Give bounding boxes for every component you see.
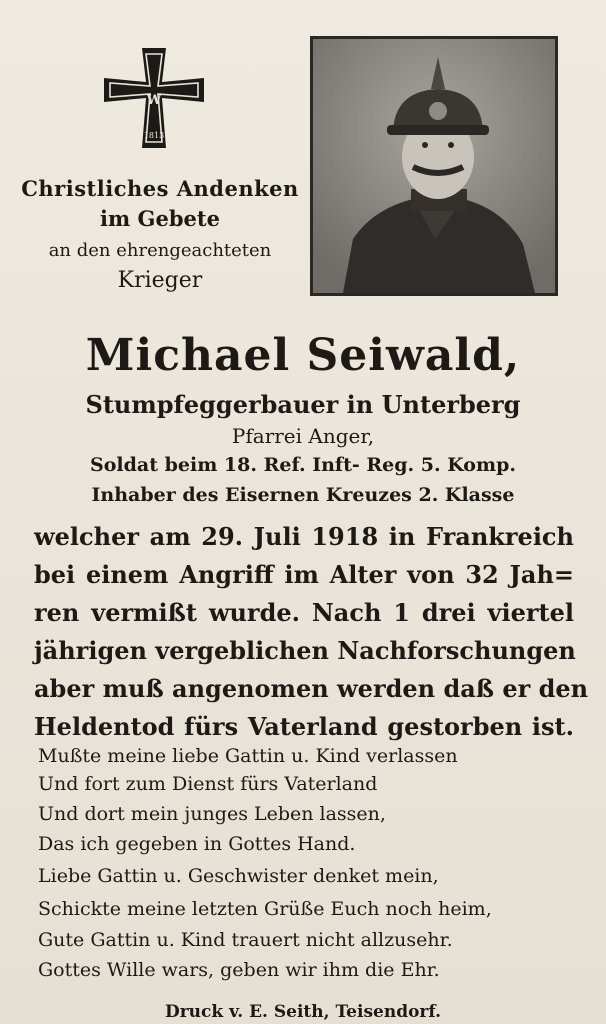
text-line-5: aber muß angenomen werden daß er den [34,674,589,703]
header-line-1: Christliches Andenken [21,176,299,201]
soldier-portrait [310,36,558,296]
text-line-6: Heldentod fürs Vaterland gestorben ist. [34,712,574,741]
poem-line-6: Schickte meine letzten Grüße Euch noch heim, [38,898,492,920]
occupation-line: Stumpfeggerbauer in Unterberg [85,390,521,419]
poem-line-2: Und fort zum Dienst fürs Vaterland [38,773,378,795]
cross-letter: W [146,93,162,108]
iron-cross-icon [100,44,208,152]
header-line-3: an den ehrengeachteten [48,240,272,261]
poem-line-8: Gottes Wille wars, geben wir ihm die Ehr. [38,959,440,981]
soldier-line: Soldat beim 18. Ref. Inft- Reg. 5. Komp. [90,454,516,476]
poem-line-7: Gute Gattin u. Kind trauert nicht allzusehr. [38,929,453,951]
text-line-1: welcher am 29. Juli 1918 in Frankreich [34,522,574,551]
parish-line: Pfarrei Anger, [231,424,375,448]
poem-line-4: Das ich gegeben in Gottes Hand. [38,833,356,855]
printer-credit: Druck v. E. Seith, Teisendorf. [164,1002,442,1022]
poem-line-5: Liebe Gattin u. Geschwister denket mein, [38,865,439,887]
cross-year: 1813 [143,131,165,140]
poem-line-1: Mußte meine liebe Gattin u. Kind verlassen [38,745,458,767]
text-line-3: ren vermißt wurde. Nach 1 drei viertel [34,598,574,627]
deceased-name: Michael Seiwald, [85,330,521,381]
text-line-2: bei einem Angriff im Alter von 32 Jah= [34,560,574,589]
header-line-2: im Gebete [100,206,220,231]
poem-line-3: Und dort mein junges Leben lassen, [38,803,386,825]
header-line-4: Krieger [117,268,203,293]
decoration-line: Inhaber des Eisernen Kreuzes 2. Klasse [91,484,515,506]
text-line-4: jährigen vergeblichen Nachforschungen [34,636,576,665]
